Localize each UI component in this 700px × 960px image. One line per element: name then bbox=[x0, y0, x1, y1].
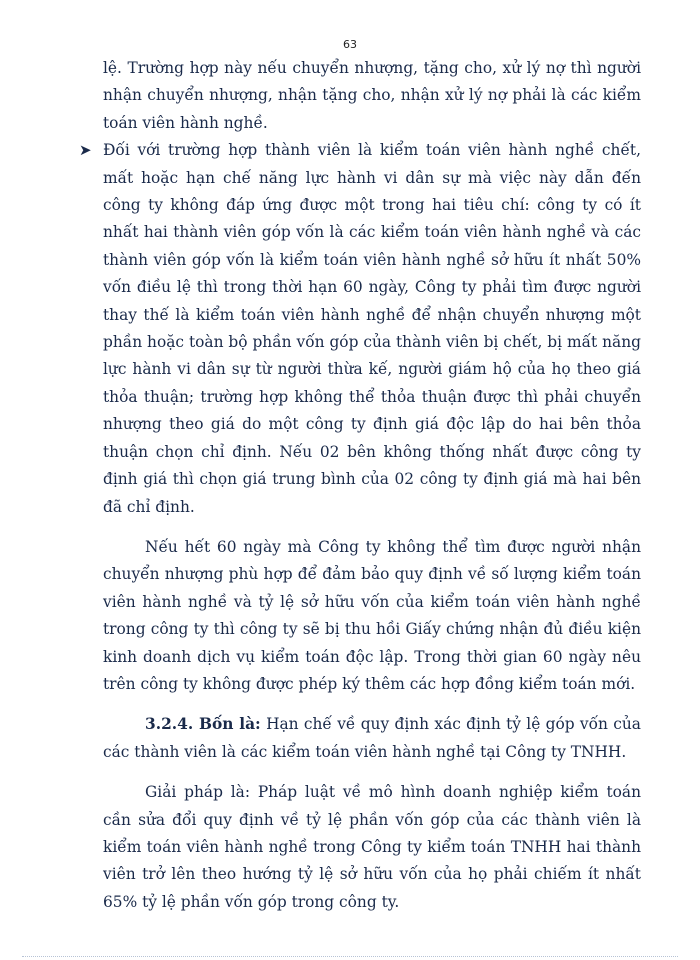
section-text: Hạn chế về quy định xác định tỷ lệ góp vốn của các thành viên là các kiểm toán viên hành nghề tại Công ty TNHH. bbox=[103, 715, 641, 761]
bullet-text: Đối với trường hợp thành viên là kiểm toán viên hành nghề chết, mất hoặc hạn chế năng lực hành vi dân sự mà việc này dẫn đến công ty không đáp ứng được một trong hai tiêu chí: công ty có ít nhất hai thành viên góp vốn là các kiểm toán viên hành nghề và các thành viên góp vốn là kiểm toán viên hành nghề sở hữu ít nhất 50% vốn điều lệ thì trong thời hạn 60 ngày, Công ty phải tìm được người thay thế là kiểm toán viên hành nghề để nhận chuyển nhượng một phần hoặc toàn bộ phần vốn góp của thành viên bị chết, bị mất năng lực hành vi dân sự từ người thừa kế, người giám hộ của họ theo giá thỏa thuận; trường hợp không thể thỏa thuận được thì phải chuyển nhượng theo giá do một công ty định giá độc lập do hai bên thỏa thuận chọn chỉ định. Nếu 02 bên không thống nhất được công ty định giá thì chọn giá trung bình của 02 công ty định giá mà hai bên đã chỉ định. bbox=[103, 141, 641, 516]
bullet-item bbox=[79, 137, 641, 521]
document-body bbox=[79, 55, 641, 916]
section-paragraph bbox=[103, 711, 641, 766]
paragraph-continuation: lệ. Trường hợp này nếu chuyển nhượng, tặng cho, xử lý nợ thì người nhận chuyển nhượng, nhận tặng cho, nhận xử lý nợ phải là các kiểm toán viên hành nghề. bbox=[103, 59, 641, 132]
arrow-bullet-icon: ➤ bbox=[79, 141, 92, 160]
footer-divider bbox=[22, 956, 678, 957]
paragraph-60-days: Nếu hết 60 ngày mà Công ty không thể tìm được người nhận chuyển nhượng phù hợp để đảm bảo quy định về số lượng kiểm toán viên hành nghề và tỷ lệ sở hữu vốn của kiểm toán viên hành nghề trong công ty thì công ty sẽ bị thu hồi Giấy chứng nhận đủ điều kiện kinh doanh dịch vụ kiểm toán độc lập. Trong thời gian 60 ngày nêu trên công ty không được phép ký thêm các hợp đồng kiểm toán mới. bbox=[103, 537, 641, 693]
page-number: 63 bbox=[343, 38, 357, 51]
solution-paragraph: Giải pháp là: Pháp luật về mô hình doanh nghiệp kiểm toán cần sửa đổi quy định về tỷ lệ phần vốn góp của các thành viên là kiểm toán viên hành nghề trong Công ty kiểm toán TNHH hai thành viên trở lên theo hướng tỷ lệ sở hữu vốn của họ phải chiếm ít nhất 65% tỷ lệ phần vốn góp trong công ty. bbox=[103, 783, 641, 911]
section-heading: 3.2.4. Bốn là: bbox=[145, 715, 261, 734]
